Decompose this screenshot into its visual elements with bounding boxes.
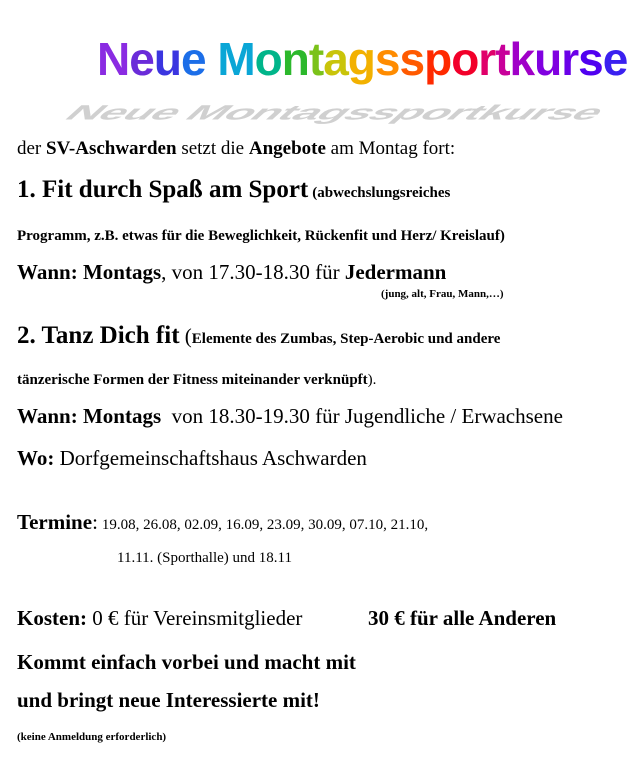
club-name: SV-Aschwarden: [46, 138, 177, 159]
headline: [97, 32, 627, 86]
dates-line2: 11.11. (Sporthalle) und 18.11: [117, 550, 292, 566]
where-line: [17, 446, 367, 471]
course2-desc-b: tänzerische Formen der Fitness miteinander verknüpft: [17, 372, 368, 388]
headline-letter: [206, 32, 218, 86]
headline-shadow: Neue Montagssportkurse: [57, 100, 614, 124]
headline-letter: k: [509, 33, 535, 85]
course1-title-line: [17, 176, 450, 204]
intro-mid: setzt die: [176, 138, 249, 159]
course2-title: 2. Tanz Dich fit: [17, 322, 180, 349]
course1-when-line: [17, 260, 446, 285]
headline-letter: e: [129, 33, 154, 85]
course1-desc-a: (abwechslungsreiches: [312, 185, 451, 201]
costs-others: 30 € für alle Anderen: [368, 606, 557, 630]
course2-when-label: Wann:: [17, 404, 78, 428]
closing-line2: und bringt neue Interessierte mit!: [17, 688, 320, 712]
course2-when-day: Montags: [82, 404, 162, 428]
course1-desc-line: [17, 228, 505, 245]
headline-letter: o: [451, 33, 479, 85]
costs-others-wrap: [368, 606, 556, 631]
headline-letter: n: [281, 33, 309, 85]
headline-letter: t: [308, 33, 324, 85]
intro-line: [17, 138, 455, 160]
dates-line1: 19.08, 26.08, 02.09, 16.09, 23.09, 30.09, 07.10, 21.10,: [101, 517, 429, 533]
headline-letter: s: [374, 33, 400, 85]
headline-letter: s: [399, 33, 425, 85]
headline-letter: M: [217, 33, 255, 85]
headline-letter: p: [424, 33, 452, 85]
headline-letter: a: [323, 33, 348, 85]
dates-line-2: [117, 550, 292, 567]
course2-desc-line: [17, 371, 376, 389]
course2-desc-a: Elemente des Zumbas, Step-Aerobic und andere: [191, 331, 501, 347]
headline-banner: [0, 20, 636, 130]
headline-letter: t: [495, 33, 510, 85]
costs-line: [17, 606, 302, 631]
course2-when-line: [17, 404, 563, 429]
headline-letter: N: [97, 33, 130, 85]
dates-line-1: [17, 510, 428, 535]
headline-letter: r: [478, 33, 496, 85]
closing-note-text: (keine Anmeldung erforderlich): [17, 731, 167, 743]
course1-title: 1. Fit durch Spaß am Sport: [17, 176, 309, 203]
intro-pre: der: [17, 138, 47, 159]
headline-letter: g: [347, 33, 375, 85]
course1-who-note: [381, 288, 504, 300]
course1-who-note-text: (jung, alt, Frau, Mann,…): [381, 288, 504, 300]
closing-line-2: [17, 688, 320, 713]
course1-desc-b: Programm, z.B. etwas für die Beweglichkeit, Rückenfit und Herz/ Kreislauf): [17, 228, 505, 244]
headline-letter: e: [180, 33, 206, 85]
costs-members: 0 € für Vereinsmitglieder: [87, 606, 303, 630]
course1-when-label: Wann:: [17, 260, 78, 284]
course2-when-rest: von 18.30-19.30 für Jugendliche / Erwachsene: [161, 404, 563, 428]
closing-line1: Kommt einfach vorbei und macht mit: [17, 650, 356, 674]
headline-letter: r: [561, 33, 579, 85]
headline-letter: s: [578, 33, 603, 85]
intro-post: am Montag fort:: [325, 138, 456, 159]
where-label: Wo:: [17, 446, 55, 470]
costs-label: Kosten:: [17, 606, 87, 630]
offers-word: Angebote: [248, 138, 326, 159]
headline-letter: o: [254, 33, 282, 85]
course2-paren-open: (: [179, 324, 192, 348]
dates-colon: :: [92, 510, 98, 534]
headline-letter: e: [602, 33, 628, 85]
where-value: Dorfgemeinschaftshaus Aschwarden: [54, 446, 367, 470]
course1-who: Jedermann: [344, 260, 447, 284]
headline-letter: u: [534, 33, 562, 85]
closing-line-1: [17, 650, 356, 675]
dates-label: Termine: [17, 510, 93, 534]
course2-title-line: [17, 322, 500, 350]
course1-when-day: Montags: [82, 260, 162, 284]
headline-letter: u: [153, 33, 181, 85]
course1-when-time: , von 17.30-18.30 für: [161, 260, 345, 284]
course2-paren-close: ).: [367, 372, 377, 388]
closing-note: [17, 731, 166, 743]
